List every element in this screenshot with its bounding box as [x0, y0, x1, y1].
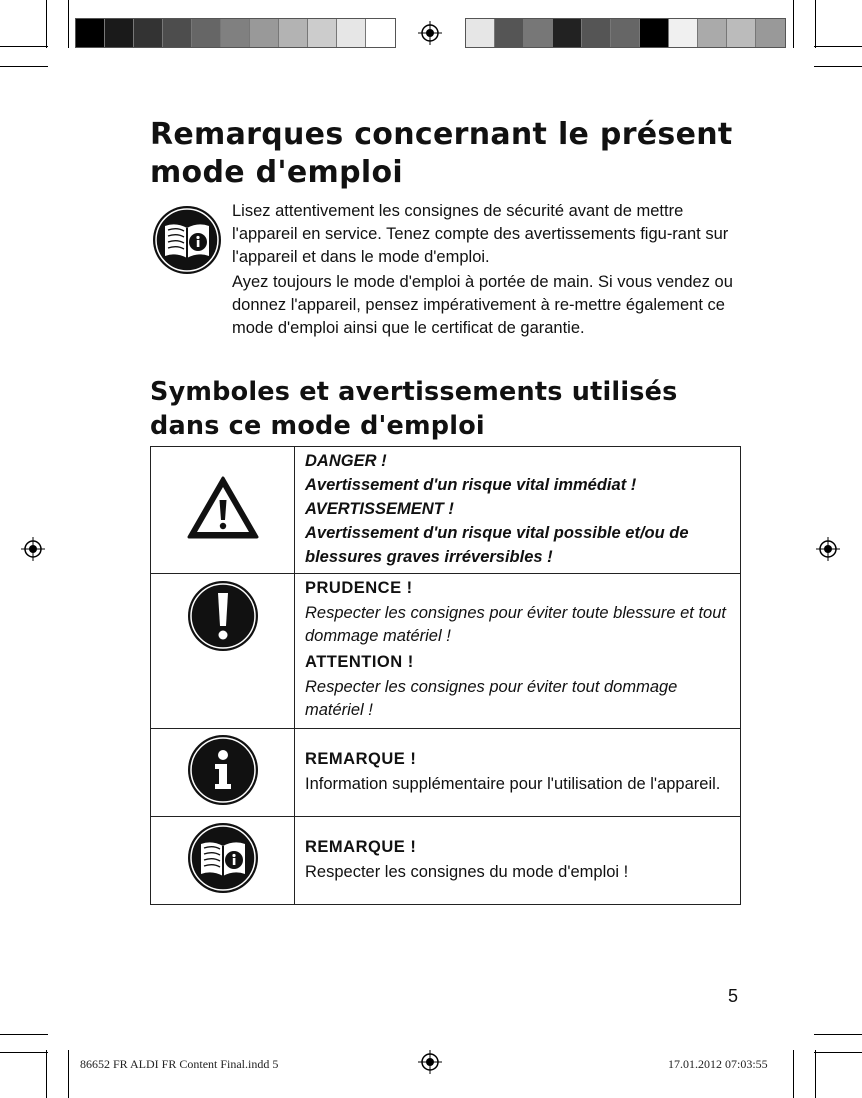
danger-label: DANGER !: [305, 452, 387, 470]
prudence-label: PRUDENCE !: [305, 579, 413, 597]
color-swatch: [669, 19, 698, 47]
registration-mark-icon: [21, 537, 45, 561]
table-row-note-manual: [151, 817, 741, 905]
print-slug-timestamp: 17.01.2012 07:03:55: [668, 1057, 768, 1071]
color-swatch: [698, 19, 727, 47]
attention-text: Respecter les consignes pour éviter tout dommage matériel !: [305, 678, 678, 719]
icon-cell: [151, 729, 295, 817]
note-text: Information supplémentaire pour l'utilisation de l'appareil.: [305, 775, 721, 793]
attention-label: ATTENTION !: [305, 653, 414, 671]
page-title: Remarques concernant le présent mode d'emploi: [150, 117, 733, 190]
color-bar-right: [465, 18, 786, 48]
text-cell: [295, 817, 741, 905]
icon-cell: [151, 447, 295, 574]
icon-cell: [151, 574, 295, 729]
color-swatch: [640, 19, 669, 47]
prudence-text: Respecter les consignes pour éviter toute blessure et tout dommage matériel !: [305, 604, 726, 645]
color-swatch: [192, 19, 221, 47]
manual-info-icon: [151, 204, 223, 276]
color-swatch: [134, 19, 163, 47]
color-swatch: [611, 19, 640, 47]
note-label: REMARQUE !: [305, 750, 417, 768]
color-swatch: [76, 19, 105, 47]
table-row-caution: [151, 574, 741, 729]
color-swatch: [495, 19, 524, 47]
manual-info-icon: [187, 822, 259, 894]
registration-mark-icon: [816, 537, 840, 561]
info-circle-icon: [187, 734, 259, 806]
intro-text: [232, 200, 744, 342]
color-swatch: [221, 19, 250, 47]
color-swatch: [337, 19, 366, 47]
section-title: Symboles et avertissements utilisés dans ce mode d'emploi: [150, 377, 678, 441]
color-bar-left: [75, 18, 396, 48]
text-cell: [295, 447, 741, 574]
color-swatch: [308, 19, 337, 47]
color-swatch: [105, 19, 134, 47]
table-row-danger: [151, 447, 741, 574]
page-number: 5: [728, 986, 739, 1006]
note-manual-text: Respecter les consignes du mode d'emploi !: [305, 863, 629, 881]
color-swatch: [756, 19, 785, 47]
color-swatch: [466, 19, 495, 47]
color-swatch: [582, 19, 611, 47]
registration-mark-icon: [418, 21, 442, 45]
warning-label: AVERTISSEMENT !: [305, 500, 454, 518]
intro-paragraph: Lisez attentivement les consignes de sécurité avant de mettre l'appareil en service. Tenez compte des avertissements figu-rant sur l'appareil et dans le mode d'emploi.: [232, 202, 729, 266]
warning-text: Avertissement d'un risque vital possible et/ou de blessures graves irréversibles !: [305, 524, 689, 566]
icon-cell: [151, 817, 295, 905]
print-slug-filename: 86652 FR ALDI FR Content Final.indd 5: [80, 1057, 279, 1071]
color-swatch: [524, 19, 553, 47]
color-swatch: [727, 19, 756, 47]
color-swatch: [279, 19, 308, 47]
color-swatch: [366, 19, 395, 47]
table-row-note: [151, 729, 741, 817]
color-swatch: [163, 19, 192, 47]
note-manual-label: REMARQUE !: [305, 838, 417, 856]
warning-triangle-icon: [186, 475, 260, 541]
color-swatch: [250, 19, 279, 47]
text-cell: [295, 574, 741, 729]
symbols-table: [150, 446, 741, 905]
danger-text: Avertissement d'un risque vital immédiat !: [305, 476, 637, 494]
text-cell: [295, 729, 741, 817]
intro-paragraph: Ayez toujours le mode d'emploi à portée de main. Si vous vendez ou donnez l'appareil, pensez impérativement à re-mettre également ce mode d'emploi ainsi que le certificat de garantie.: [232, 273, 733, 337]
registration-mark-icon: [418, 1050, 442, 1074]
color-swatch: [553, 19, 582, 47]
exclamation-circle-icon: [187, 580, 259, 652]
